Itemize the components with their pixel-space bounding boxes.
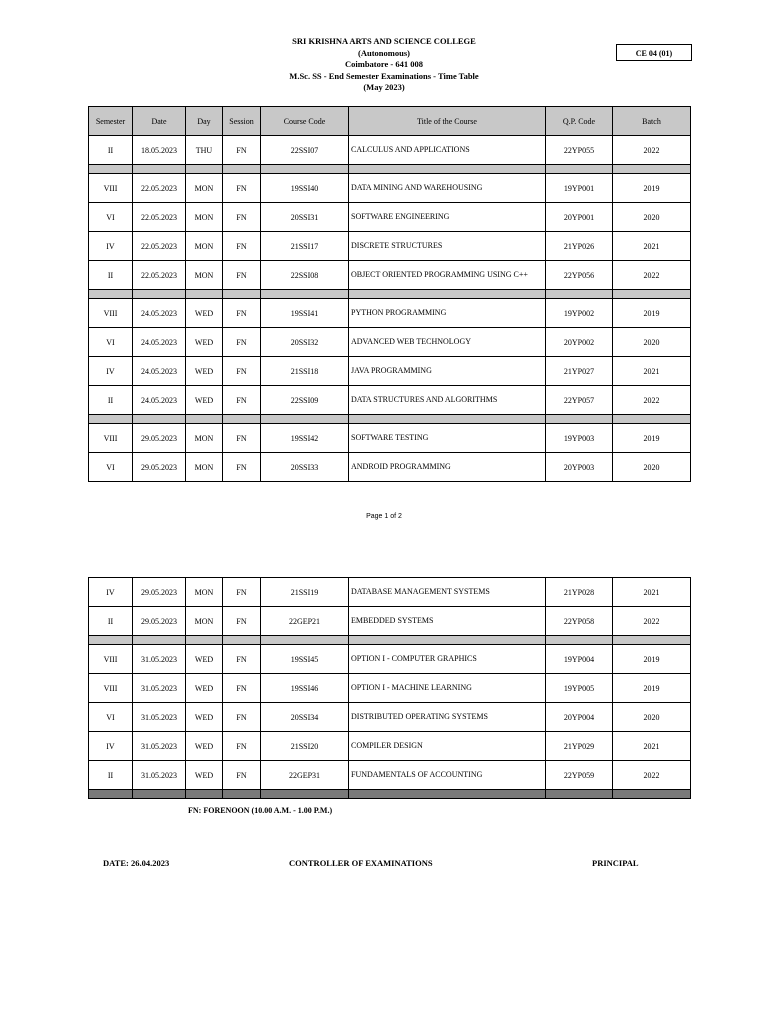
separator-row <box>89 165 691 174</box>
cell-day: MON <box>186 174 223 203</box>
separator-cell <box>546 165 613 174</box>
issue-date: DATE: 26.04.2023 <box>103 858 170 868</box>
col-qp-code: Q.P. Code <box>546 107 613 136</box>
cell-session: FN <box>223 136 261 165</box>
cell-session: FN <box>223 453 261 482</box>
separator-cell <box>186 636 223 645</box>
separator-cell <box>546 290 613 299</box>
cell-batch: 2022 <box>613 261 691 290</box>
cell-date: 31.05.2023 <box>133 761 186 790</box>
separator-cell <box>349 165 546 174</box>
col-title: Title of the Course <box>349 107 546 136</box>
cell-date: 31.05.2023 <box>133 645 186 674</box>
separator-row <box>89 290 691 299</box>
cell-course-code: 22GEP31 <box>261 761 349 790</box>
table-row <box>89 424 691 453</box>
cell-semester: II <box>89 761 133 790</box>
session-legend: FN: FORENOON (10.00 A.M. - 1.00 P.M.) <box>188 806 333 815</box>
table-row <box>89 136 691 165</box>
cell-day: THU <box>186 136 223 165</box>
cell-day: MON <box>186 453 223 482</box>
cell-course-title: SOFTWARE TESTING <box>349 424 546 453</box>
table-header-row <box>89 107 691 136</box>
cell-date: 24.05.2023 <box>133 299 186 328</box>
cell-course-title: SOFTWARE ENGINEERING <box>349 203 546 232</box>
cell-date: 22.05.2023 <box>133 261 186 290</box>
cell-day: WED <box>186 703 223 732</box>
cell-session: FN <box>223 203 261 232</box>
cell-batch: 2021 <box>613 578 691 607</box>
cell-qp-code: 19YP001 <box>546 174 613 203</box>
separator-cell <box>133 165 186 174</box>
cell-session: FN <box>223 645 261 674</box>
cell-batch: 2019 <box>613 174 691 203</box>
cell-session: FN <box>223 328 261 357</box>
cell-course-code: 19SSI45 <box>261 645 349 674</box>
separator-cell <box>223 290 261 299</box>
cell-qp-code: 19YP003 <box>546 424 613 453</box>
cell-qp-code: 21YP028 <box>546 578 613 607</box>
separator-cell <box>186 165 223 174</box>
cell-batch: 2021 <box>613 732 691 761</box>
college-status: (Autonomous) <box>358 47 410 58</box>
separator-cell <box>89 636 133 645</box>
table-row <box>89 328 691 357</box>
separator-cell <box>89 415 133 424</box>
separator-row <box>89 415 691 424</box>
cell-course-code: 22GEP21 <box>261 607 349 636</box>
separator-cell <box>133 290 186 299</box>
cell-course-title: ADVANCED WEB TECHNOLOGY <box>349 328 546 357</box>
cell-session: FN <box>223 578 261 607</box>
table-row <box>89 645 691 674</box>
cell-day: WED <box>186 761 223 790</box>
separator-cell <box>89 165 133 174</box>
form-code-box: CE 04 (01) <box>616 44 692 61</box>
cell-qp-code: 22YP057 <box>546 386 613 415</box>
page-number: Page 1 of 2 <box>366 513 402 520</box>
cell-course-title: EMBEDDED SYSTEMS <box>349 607 546 636</box>
cell-semester: VIII <box>89 299 133 328</box>
separator-cell <box>546 790 613 799</box>
cell-qp-code: 19YP005 <box>546 674 613 703</box>
col-day: Day <box>186 107 223 136</box>
table-row <box>89 453 691 482</box>
cell-course-code: 20SSI34 <box>261 703 349 732</box>
cell-date: 24.05.2023 <box>133 328 186 357</box>
cell-session: FN <box>223 232 261 261</box>
cell-course-title: COMPILER DESIGN <box>349 732 546 761</box>
cell-batch: 2019 <box>613 645 691 674</box>
separator-row <box>89 790 691 799</box>
table-row <box>89 299 691 328</box>
cell-semester: VI <box>89 203 133 232</box>
separator-cell <box>261 290 349 299</box>
cell-course-title: FUNDAMENTALS OF ACCOUNTING <box>349 761 546 790</box>
table-row <box>89 674 691 703</box>
cell-day: WED <box>186 357 223 386</box>
cell-qp-code: 20YP002 <box>546 328 613 357</box>
timetable-page-1 <box>88 106 691 482</box>
cell-batch: 2019 <box>613 674 691 703</box>
cell-date: 31.05.2023 <box>133 732 186 761</box>
col-semester: Semester <box>89 107 133 136</box>
cell-batch: 2020 <box>613 703 691 732</box>
cell-qp-code: 19YP002 <box>546 299 613 328</box>
cell-session: FN <box>223 261 261 290</box>
cell-course-code: 19SSI41 <box>261 299 349 328</box>
cell-course-code: 21SSI19 <box>261 578 349 607</box>
cell-course-code: 21SSI20 <box>261 732 349 761</box>
cell-semester: VI <box>89 453 133 482</box>
cell-session: FN <box>223 674 261 703</box>
table-row <box>89 732 691 761</box>
cell-date: 18.05.2023 <box>133 136 186 165</box>
cell-session: FN <box>223 424 261 453</box>
cell-date: 29.05.2023 <box>133 453 186 482</box>
cell-course-code: 21SSI17 <box>261 232 349 261</box>
separator-cell <box>223 636 261 645</box>
cell-course-title: JAVA PROGRAMMING <box>349 357 546 386</box>
principal-signature-label: PRINCIPAL <box>592 858 639 868</box>
col-session: Session <box>223 107 261 136</box>
separator-cell <box>186 290 223 299</box>
cell-session: FN <box>223 299 261 328</box>
cell-course-code: 19SSI40 <box>261 174 349 203</box>
cell-date: 31.05.2023 <box>133 703 186 732</box>
cell-course-title: DISTRIBUTED OPERATING SYSTEMS <box>349 703 546 732</box>
cell-batch: 2020 <box>613 328 691 357</box>
cell-day: MON <box>186 232 223 261</box>
cell-day: MON <box>186 578 223 607</box>
separator-cell <box>223 165 261 174</box>
separator-cell <box>349 636 546 645</box>
cell-batch: 2019 <box>613 299 691 328</box>
cell-batch: 2021 <box>613 357 691 386</box>
cell-date: 24.05.2023 <box>133 386 186 415</box>
cell-semester: II <box>89 607 133 636</box>
separator-cell <box>546 415 613 424</box>
col-batch: Batch <box>613 107 691 136</box>
cell-batch: 2022 <box>613 761 691 790</box>
cell-course-code: 19SSI42 <box>261 424 349 453</box>
cell-semester: II <box>89 386 133 415</box>
separator-cell <box>349 290 546 299</box>
separator-cell <box>223 790 261 799</box>
cell-course-code: 22SSI07 <box>261 136 349 165</box>
cell-day: WED <box>186 645 223 674</box>
controller-signature-label: CONTROLLER OF EXAMINATIONS <box>289 858 433 868</box>
cell-session: FN <box>223 761 261 790</box>
cell-day: WED <box>186 732 223 761</box>
cell-date: 22.05.2023 <box>133 174 186 203</box>
cell-qp-code: 19YP004 <box>546 645 613 674</box>
separator-cell <box>261 415 349 424</box>
separator-cell <box>613 415 691 424</box>
cell-course-title: DATA MINING AND WAREHOUSING <box>349 174 546 203</box>
cell-day: MON <box>186 203 223 232</box>
separator-cell <box>89 290 133 299</box>
cell-day: WED <box>186 299 223 328</box>
separator-cell <box>186 415 223 424</box>
table-row <box>89 357 691 386</box>
cell-date: 29.05.2023 <box>133 578 186 607</box>
cell-batch: 2022 <box>613 136 691 165</box>
cell-course-code: 22SSI09 <box>261 386 349 415</box>
cell-semester: II <box>89 136 133 165</box>
cell-session: FN <box>223 703 261 732</box>
separator-cell <box>223 415 261 424</box>
cell-semester: IV <box>89 732 133 761</box>
cell-qp-code: 22YP059 <box>546 761 613 790</box>
table-row <box>89 703 691 732</box>
cell-day: MON <box>186 424 223 453</box>
separator-cell <box>261 165 349 174</box>
cell-session: FN <box>223 732 261 761</box>
college-name: SRI KRISHNA ARTS AND SCIENCE COLLEGE <box>292 36 476 46</box>
separator-cell <box>261 790 349 799</box>
cell-day: MON <box>186 261 223 290</box>
cell-batch: 2022 <box>613 607 691 636</box>
cell-day: MON <box>186 607 223 636</box>
cell-batch: 2020 <box>613 203 691 232</box>
table-row <box>89 386 691 415</box>
separator-cell <box>261 636 349 645</box>
cell-date: 22.05.2023 <box>133 232 186 261</box>
cell-semester: VIII <box>89 424 133 453</box>
exam-title: M.Sc. SS - End Semester Examinations - Time Table <box>289 70 479 81</box>
cell-date: 22.05.2023 <box>133 203 186 232</box>
cell-course-title: PYTHON PROGRAMMING <box>349 299 546 328</box>
cell-day: WED <box>186 674 223 703</box>
table-row <box>89 761 691 790</box>
cell-batch: 2021 <box>613 232 691 261</box>
cell-course-code: 22SSI08 <box>261 261 349 290</box>
col-course-code: Course Code <box>261 107 349 136</box>
cell-qp-code: 22YP056 <box>546 261 613 290</box>
table-row <box>89 261 691 290</box>
cell-semester: IV <box>89 232 133 261</box>
separator-cell <box>613 290 691 299</box>
cell-course-title: OBJECT ORIENTED PROGRAMMING USING C++ <box>349 261 546 290</box>
cell-course-code: 21SSI18 <box>261 357 349 386</box>
cell-course-title: DATABASE MANAGEMENT SYSTEMS <box>349 578 546 607</box>
cell-session: FN <box>223 386 261 415</box>
cell-qp-code: 21YP029 <box>546 732 613 761</box>
cell-semester: IV <box>89 578 133 607</box>
cell-semester: II <box>89 261 133 290</box>
separator-cell <box>349 415 546 424</box>
cell-course-code: 19SSI46 <box>261 674 349 703</box>
cell-date: 29.05.2023 <box>133 607 186 636</box>
cell-qp-code: 22YP055 <box>546 136 613 165</box>
separator-cell <box>546 636 613 645</box>
separator-cell <box>186 790 223 799</box>
cell-batch: 2019 <box>613 424 691 453</box>
cell-semester: VIII <box>89 674 133 703</box>
separator-cell <box>89 790 133 799</box>
cell-date: 31.05.2023 <box>133 674 186 703</box>
separator-cell <box>349 790 546 799</box>
cell-semester: IV <box>89 357 133 386</box>
cell-session: FN <box>223 607 261 636</box>
cell-semester: VIII <box>89 645 133 674</box>
table-row <box>89 232 691 261</box>
cell-session: FN <box>223 357 261 386</box>
cell-qp-code: 21YP026 <box>546 232 613 261</box>
col-date: Date <box>133 107 186 136</box>
table-row <box>89 578 691 607</box>
cell-semester: VI <box>89 703 133 732</box>
exam-session: (May 2023) <box>363 82 405 92</box>
cell-date: 24.05.2023 <box>133 357 186 386</box>
cell-course-code: 20SSI32 <box>261 328 349 357</box>
cell-qp-code: 22YP058 <box>546 607 613 636</box>
cell-course-title: DATA STRUCTURES AND ALGORITHMS <box>349 386 546 415</box>
separator-cell <box>133 415 186 424</box>
cell-semester: VIII <box>89 174 133 203</box>
cell-course-title: DISCRETE STRUCTURES <box>349 232 546 261</box>
cell-session: FN <box>223 174 261 203</box>
table-row <box>89 607 691 636</box>
separator-row <box>89 636 691 645</box>
separator-cell <box>613 165 691 174</box>
cell-course-title: CALCULUS AND APPLICATIONS <box>349 136 546 165</box>
cell-batch: 2022 <box>613 386 691 415</box>
cell-day: WED <box>186 386 223 415</box>
cell-course-code: 20SSI33 <box>261 453 349 482</box>
separator-cell <box>613 636 691 645</box>
cell-batch: 2020 <box>613 453 691 482</box>
separator-cell <box>133 790 186 799</box>
cell-qp-code: 20YP004 <box>546 703 613 732</box>
cell-course-title: ANDROID PROGRAMMING <box>349 453 546 482</box>
cell-qp-code: 20YP003 <box>546 453 613 482</box>
cell-semester: VI <box>89 328 133 357</box>
separator-cell <box>133 636 186 645</box>
cell-qp-code: 20YP001 <box>546 203 613 232</box>
cell-course-title: OPTION I - COMPUTER GRAPHICS <box>349 645 546 674</box>
table-row <box>89 174 691 203</box>
cell-date: 29.05.2023 <box>133 424 186 453</box>
cell-course-title: OPTION I - MACHINE LEARNING <box>349 674 546 703</box>
cell-course-code: 20SSI31 <box>261 203 349 232</box>
college-city: Coimbatore - 641 008 <box>345 59 423 69</box>
separator-cell <box>613 790 691 799</box>
timetable-page-2 <box>88 577 691 799</box>
table-row <box>89 203 691 232</box>
cell-day: WED <box>186 328 223 357</box>
cell-qp-code: 21YP027 <box>546 357 613 386</box>
